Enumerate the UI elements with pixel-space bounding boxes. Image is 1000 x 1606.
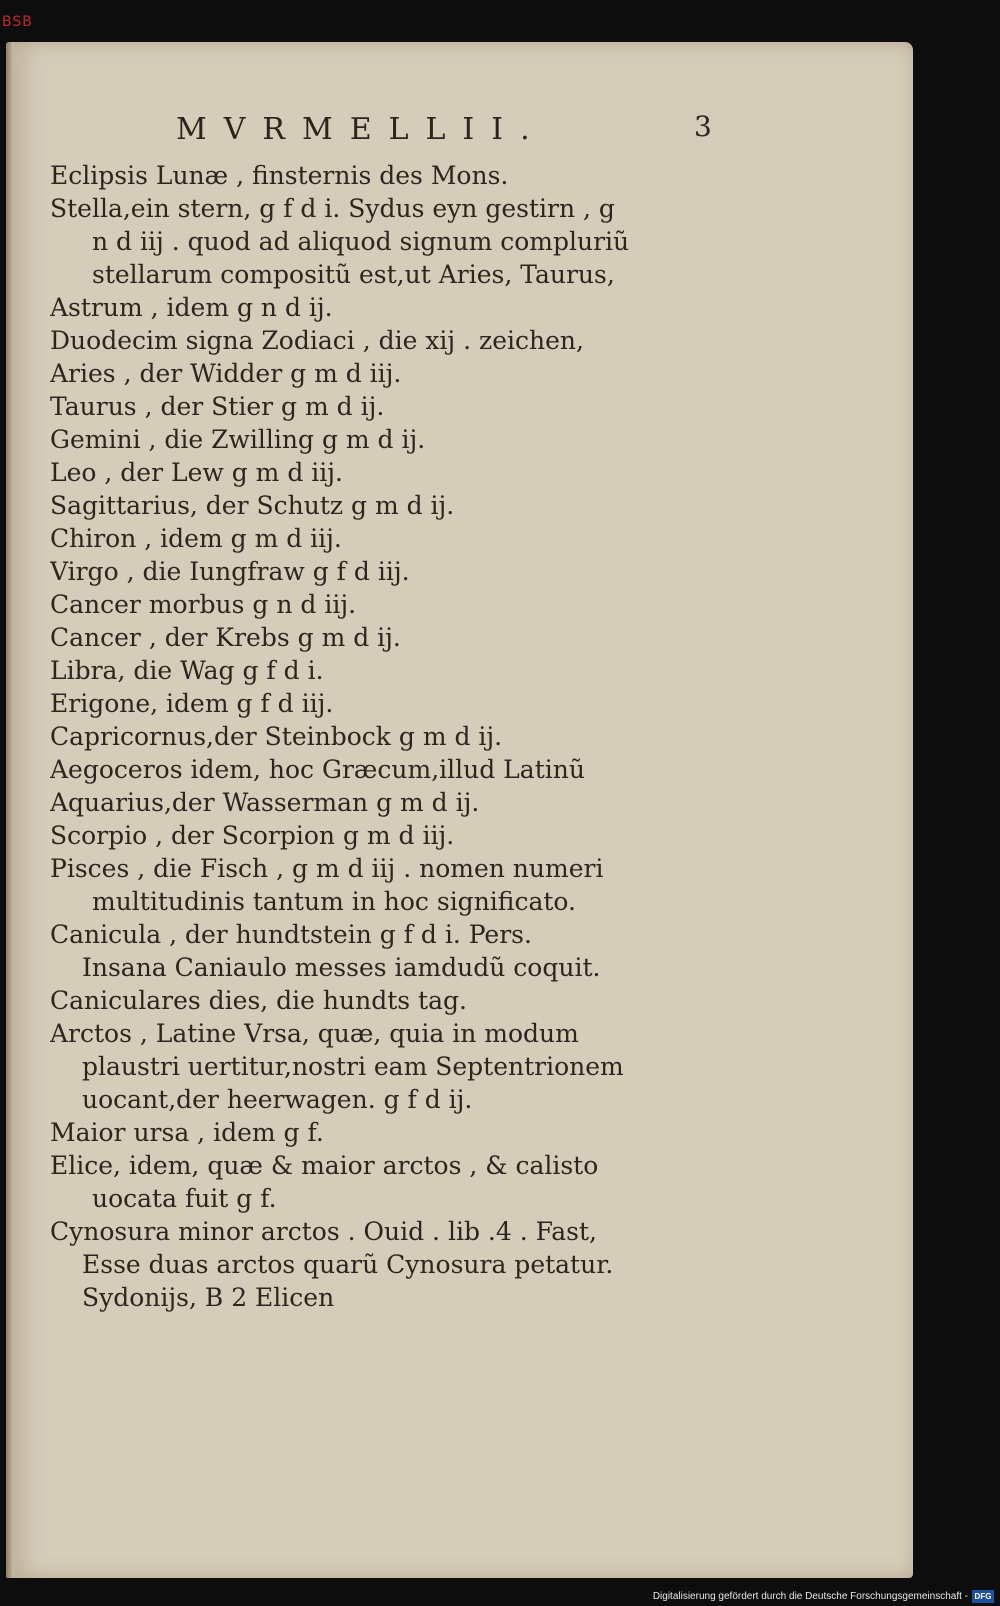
text-line: Leo , der Lew g m d iij. xyxy=(50,458,343,487)
text-line: Cancer morbus g n d iij. xyxy=(50,590,357,619)
text-line: Taurus , der Stier g m d ij. xyxy=(50,392,385,421)
text-line: Aries , der Widder g m d iij. xyxy=(50,359,402,388)
text-line: Aquarius,der Wasserman g m d ij. xyxy=(50,788,480,817)
text-line: Scorpio , der Scorpion g m d iij. xyxy=(50,821,455,850)
text-line: Arctos , Latine Vrsa, quæ, quia in modum xyxy=(50,1019,579,1048)
running-head: MVRMELLII. xyxy=(176,112,547,147)
text-line: plaustri uertitur,nostri eam Septentrionem xyxy=(82,1052,624,1081)
text-line: Pisces , die Fisch , g m d iij . nomen numeri xyxy=(50,854,604,883)
glossary-text xyxy=(50,159,730,1314)
dfg-logo: DFG xyxy=(972,1590,994,1603)
text-line: Esse duas arctos quarũ Cynosura petatur. xyxy=(82,1250,614,1279)
text-line: Gemini , die Zwilling g m d ij. xyxy=(50,425,426,454)
book-page xyxy=(6,42,913,1578)
text-line: Stella,ein stern, g f d i. Sydus eyn gestirn , g xyxy=(50,194,615,223)
text-line: stellarum compositũ est,ut Aries, Taurus, xyxy=(92,260,615,289)
text-line: uocant,der heerwagen. g f d ij. xyxy=(82,1085,473,1114)
digitization-note: Digitalisierung gefördert durch die Deutsche Forschungsgemeinschaft - xyxy=(652,1591,968,1602)
text-line: Erigone, idem g f d iij. xyxy=(50,689,334,718)
text-line: Capricornus,der Steinbock g m d ij. xyxy=(50,722,503,751)
text-line: Caniculares dies, die hundts tag. xyxy=(50,986,467,1015)
text-line: Aegoceros idem, hoc Græcum,illud Latinũ xyxy=(50,755,585,784)
library-mark: BSB xyxy=(2,14,33,30)
text-line: Insana Caniaulo messes iamdudũ coquit. xyxy=(82,953,601,982)
text-line: Virgo , die Iungfraw g f d iij. xyxy=(50,557,410,586)
text-line: uocata fuit g f. xyxy=(92,1184,277,1213)
text-line: Elice, idem, quæ & maior arctos , & calisto xyxy=(50,1151,599,1180)
text-line: n d iij . quod ad aliquod signum compluriũ xyxy=(92,227,630,256)
text-line: Maior ursa , idem g f. xyxy=(50,1118,324,1147)
text-line: Cancer , der Krebs g m d ij. xyxy=(50,623,401,652)
text-line: Astrum , idem g n d ij. xyxy=(50,293,333,322)
text-line: Sagittarius, der Schutz g m d ij. xyxy=(50,491,455,520)
text-line: multitudinis tantum in hoc significato. xyxy=(92,887,576,916)
text-line: Eclipsis Lunæ , finsternis des Mons. xyxy=(50,161,509,190)
text-line: Chiron , idem g m d iij. xyxy=(50,524,342,553)
text-line: Canicula , der hundtstein g f d i. Pers. xyxy=(50,920,532,949)
folio-number: 3 xyxy=(694,110,712,143)
page-gutter-edge xyxy=(6,42,14,1578)
text-line: Libra, die Wag g f d i. xyxy=(50,656,324,685)
text-line: Sydonijs, B 2 Elicen xyxy=(82,1283,335,1312)
text-line: Duodecim signa Zodiaci , die xij . zeichen, xyxy=(50,326,584,355)
text-line: Cynosura minor arctos . Ouid . lib .4 . Fast, xyxy=(50,1217,597,1246)
